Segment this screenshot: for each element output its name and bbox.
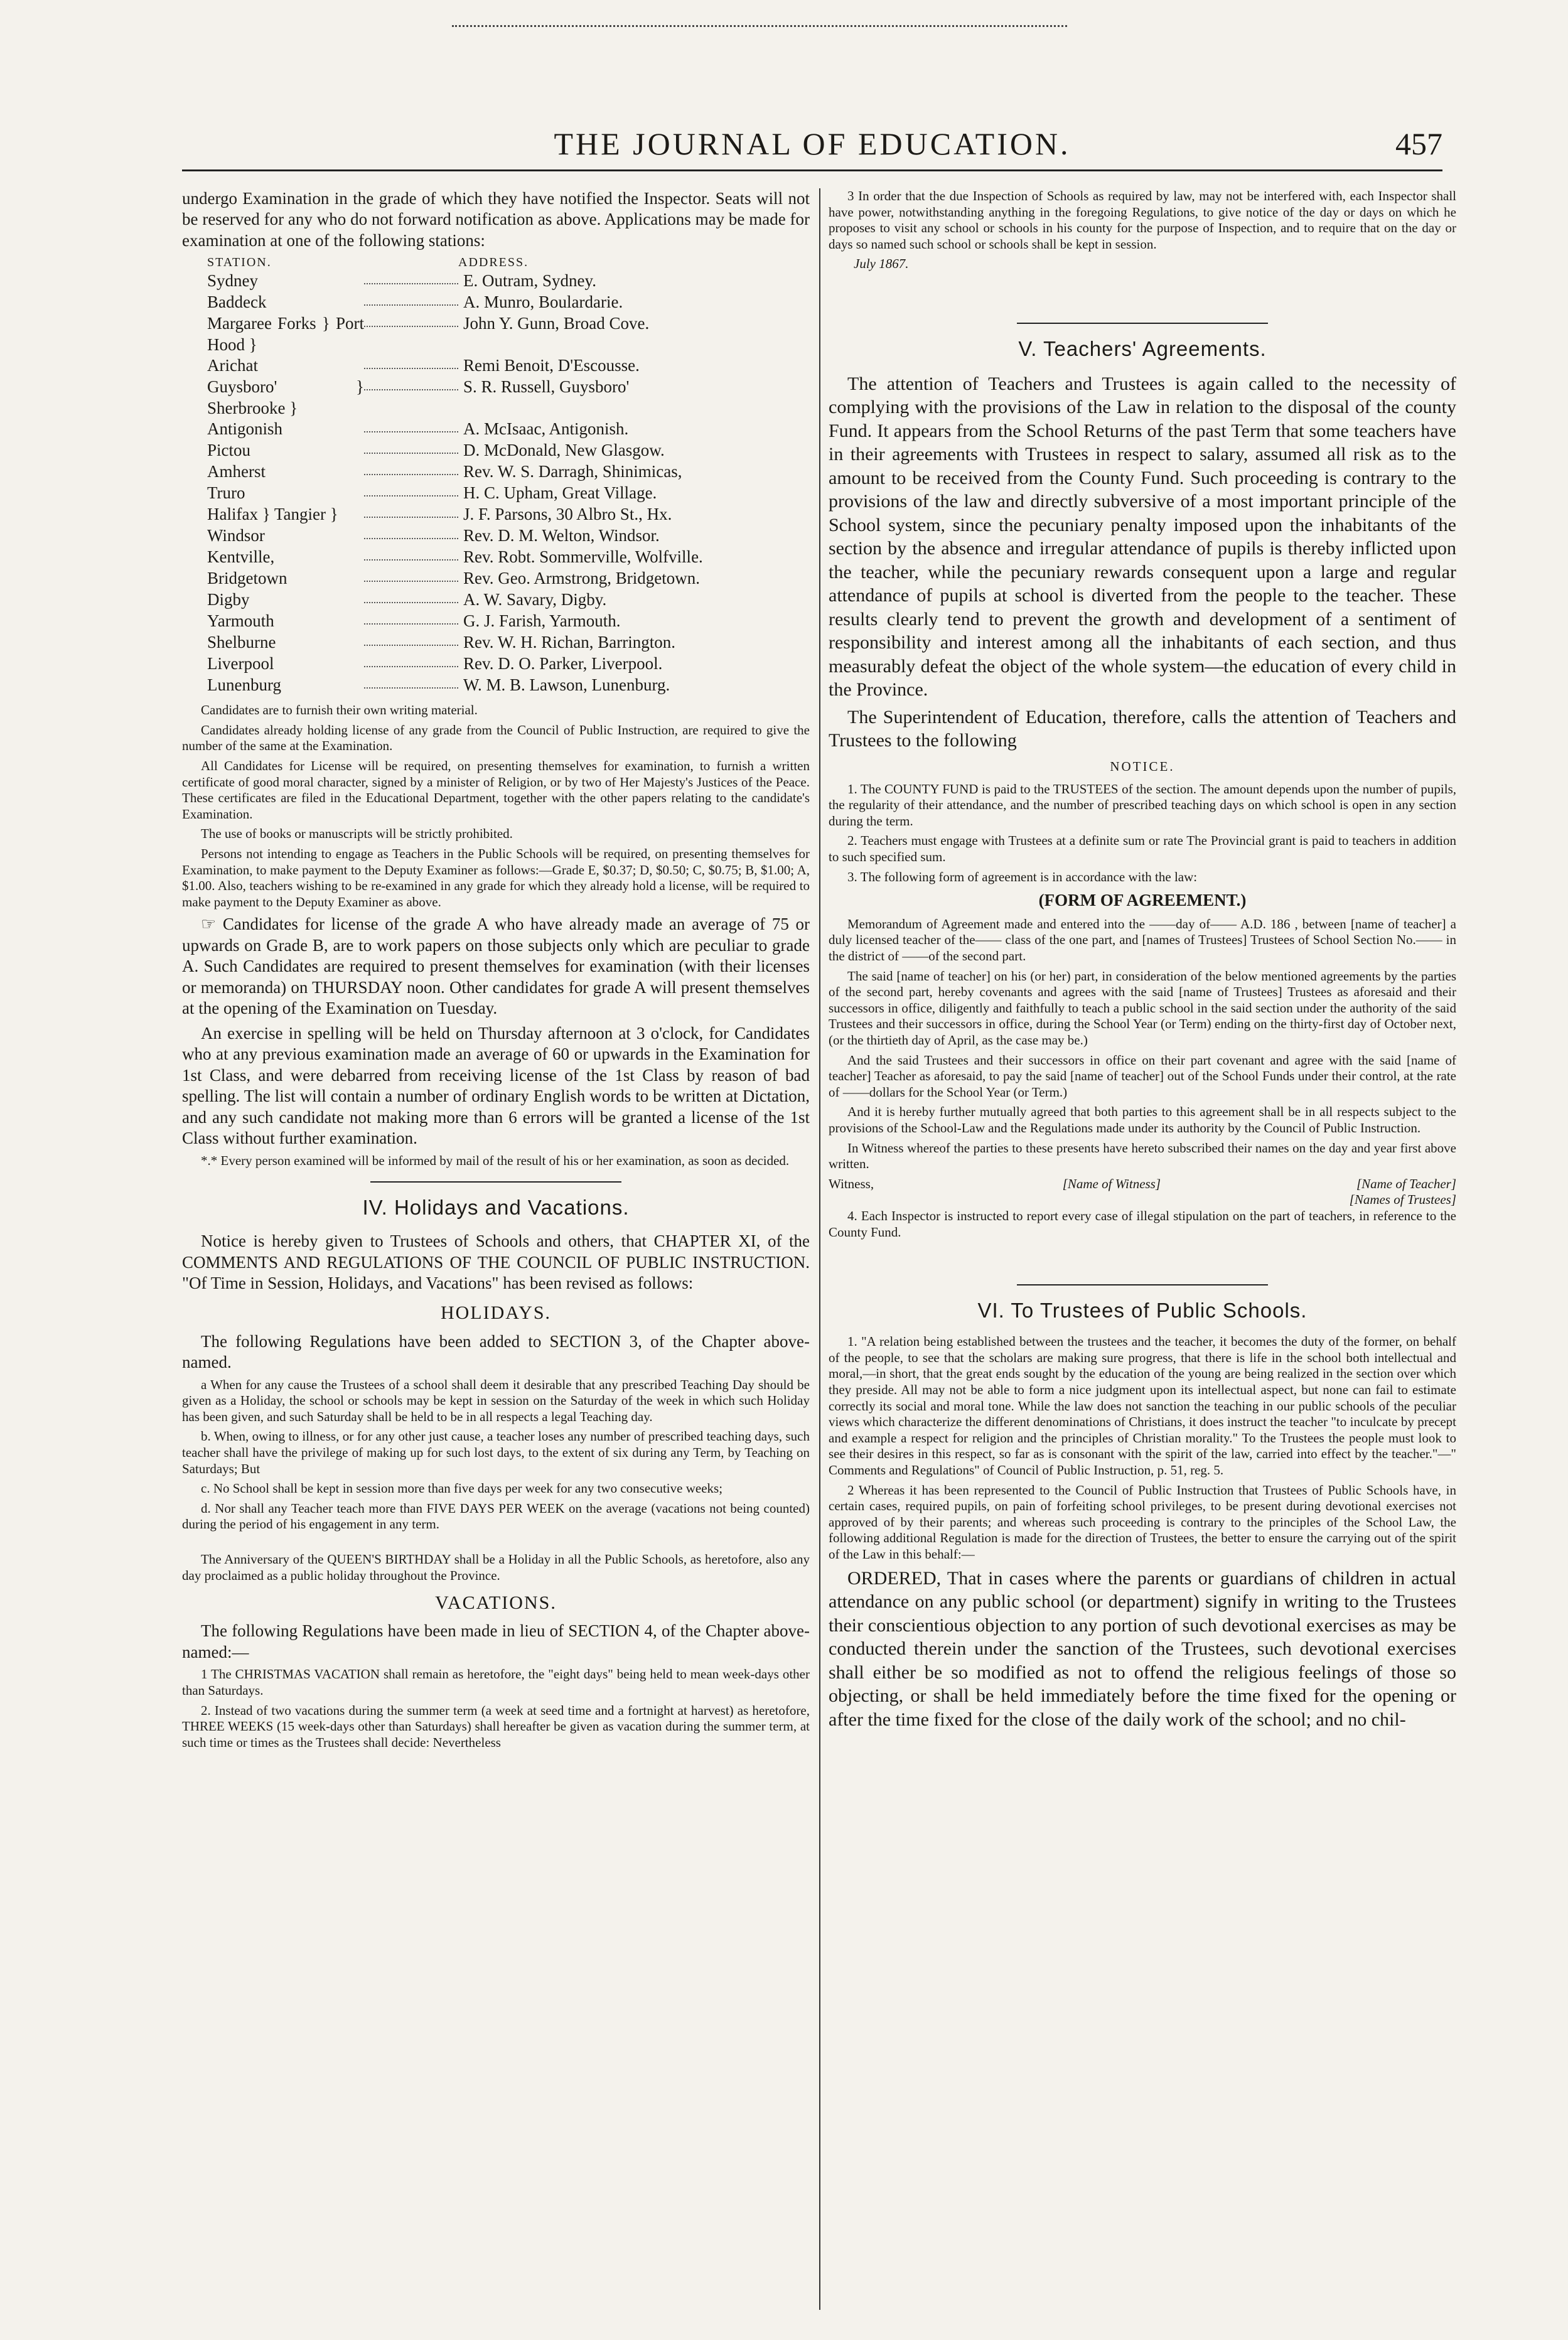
station-address: H. C. Upham, Great Village. bbox=[463, 483, 657, 503]
leader-dots bbox=[364, 568, 458, 582]
station-row bbox=[207, 653, 747, 675]
section-rule bbox=[370, 1181, 621, 1183]
vacations-heading: VACATIONS. bbox=[435, 1592, 557, 1614]
station-row bbox=[207, 589, 747, 611]
leader-dots bbox=[364, 525, 458, 539]
section-v-paragraph-1: The attention of Teachers and Trustees is again called to the necessity of complying with the provisions of the Law in relation to the disposal of the county Fund. It appears from the School Returns of the past Term that some teachers have in their agreements with Trustees in respect to salary, assumed all risk as to the amount to be received from the County Fund. Such proceeding is contrary to the provisions of the law and directly subversive of a most important principle of the School system, since the pecuniary penalty imposed upon the inhabitants of the section by the absence and irregular attendance of pupils is thereby inflicted upon the teacher, while the pecuniary rewards consequent upon a large and regular attendance of pupils at school is diverted from the people to the teacher. These results clearly tend to prevent the growth and development of a sentiment of responsibility and interest among all the inhabitants of each section, and thus measurably defeat the object of the whole system—the education of every child in the Province. bbox=[829, 373, 1456, 700]
station-name: Baddeck bbox=[207, 292, 267, 312]
note-5: Persons not intending to engage as Teachers in the Public Schools will be required, on presenting themselves for Examination, to make payment to the Deputy Examiner as follows:—Grade E, $0.37; D, $0.50; C, $0.75; B, $1.00; A, $1.00. Also, teachers wishing to be re-examined in any grade for which they already hold a license, will be required to make payment to the Deputy Examiner as above. bbox=[182, 845, 810, 910]
form-heading: (FORM OF AGREEMENT.) bbox=[1038, 891, 1247, 910]
name-of-teacher: [Name of Teacher] bbox=[1356, 1176, 1456, 1191]
section-iv-intro: Notice is hereby given to Trustees of Schools and others, that CHAPTER XI, of the COMMENTS AND REGULATIONS OF THE COUNCIL OF PUBLIC INSTRUCTION. "Of Time in Session, Holidays, and Vacations" has been revised as follows: bbox=[182, 1232, 810, 1292]
vacations-intro: The following Regulations have been made in lieu of SECTION 4, of the Chapter above-named:— bbox=[182, 1621, 810, 1661]
station-address: D. McDonald, New Glasgow. bbox=[463, 441, 665, 460]
station-name: Antigonish bbox=[207, 419, 283, 439]
station-name: Margaree Forks } Port Hood } bbox=[207, 314, 364, 354]
station-address: Rev. D. O. Parker, Liverpool. bbox=[463, 654, 663, 674]
notice-heading: NOTICE. bbox=[1110, 758, 1175, 774]
grade-a-paragraph: ☞ Candidates for license of the grade A who have already made an average of 75 or upwards on Grade B, are to work papers on those subjects only which are peculiar to grade A. Such Candidates are required to present themselves for examination (with their licenses or memoranda) on THURSDAY noon. Other candidates for grade A will present themselves at the opening of the Examination on Tuesday. bbox=[182, 915, 810, 1018]
holiday-item-b: b. When, owing to illness, or for any other just cause, a teacher loses any number of prescribed teaching days, such teacher shall have the privilege of making up for such lost days, to the extent of six during any Term, by Teaching on Saturdays; But bbox=[182, 1429, 810, 1476]
leader-dots bbox=[364, 292, 458, 306]
leader-dots bbox=[364, 483, 458, 496]
notice-item-4: 4. Each Inspector is instructed to report every case of illegal stipulation on the part of teachers, in reference to the County Fund. bbox=[829, 1208, 1456, 1240]
leader-dots bbox=[364, 589, 458, 603]
note-2: Candidates already holding license of any grade from the Council of Public Instruction, are required to give the number of the same at the Examination. bbox=[182, 722, 810, 754]
station-row bbox=[207, 377, 747, 419]
form-paragraph-2: The said [name of teacher] on his (or her) part, in consideration of the below mentioned agreements by the parties of the second part, hereby covenants and agrees with the said [name of Trustees] Trustees as aforesaid and their successors in office, diligently and faithfully to teach a public school in the said section under the authority of the said Trustees and their successors in office, during the School Year (or Term) ending on the thirty-first day of October next, (or the thirtieth day of April, as the case may be.) bbox=[829, 968, 1456, 1048]
station-name: Pictou bbox=[207, 441, 251, 460]
exam-intro: undergo Examination in the grade of which they have notified the Inspector. Seats will not be reserved for any who do not forward notification as above. Applications may be made for examination at one of the following stations: bbox=[182, 189, 810, 250]
witness-label: Witness, bbox=[829, 1176, 874, 1191]
station-address: Remi Benoit, D'Escousse. bbox=[463, 356, 640, 375]
leader-dots bbox=[364, 271, 458, 284]
station-address: A. McIsaac, Antigonish. bbox=[463, 419, 629, 439]
inspection-item-3: 3 In order that the due Inspection of Schools as required by law, may not be interfered with, each Inspector shall have power, notwithstanding anything in the foregoing Regulations, to give notice of the day or days on which he proposes to visit any school or schools in his county for the purpose of Inspection, and to require that on the day or days so named such school or schools shall be kept in session. bbox=[829, 188, 1456, 252]
holidays-heading: HOLIDAYS. bbox=[440, 1302, 552, 1324]
station-name: Windsor bbox=[207, 526, 265, 545]
station-address: A. W. Savary, Digby. bbox=[463, 590, 607, 609]
notice-item-2: 2. Teachers must engage with Trustees at a definite sum or rate The Provincial grant is paid to teachers in addition to such specified sum. bbox=[829, 833, 1456, 864]
station-address: E. Outram, Sydney. bbox=[463, 271, 596, 291]
station-address: A. Munro, Boulardarie. bbox=[463, 292, 623, 312]
station-address: Rev. W. H. Richan, Barrington. bbox=[463, 633, 675, 652]
notice-items bbox=[829, 781, 1456, 886]
station-row bbox=[207, 611, 747, 632]
station-row bbox=[207, 632, 747, 653]
section-vi-paragraph-2: 2 Whereas it has been represented to the Council of Public Instruction that Trustees of Public Schools have, in certain cases, required pupils, on pain of forfeiting school privileges, to be present during devotional exercises not approved of by their parents; and whereas such proceeding is contrary to the principles of the School Law, the following additional Regulation is made for the direction of Trustees, the better to ensure the carrying out of the spirit of the Law in this behalf:— bbox=[829, 1482, 1456, 1562]
station-row bbox=[207, 675, 747, 696]
station-col-header: STATION. bbox=[207, 255, 272, 270]
section-rule bbox=[1017, 1284, 1268, 1285]
station-address: G. J. Farish, Yarmouth. bbox=[463, 611, 621, 631]
station-row bbox=[207, 525, 747, 547]
ordered-paragraph: ORDERED, That in cases where the parents or guardians of children in actual attendance on any public school (or department) signify in writing to the Trustees their conscientious objection to any portion of such devotional exercises as may be conducted therein under the sanction of the Trustees, such devotional exercises shall either be so modified as not to offend the religious feelings of those so objecting, or shall be held immediately before the time fixed for the opening or after the time fixed for the close of the daily work of the school; and no chil- bbox=[829, 1567, 1456, 1730]
page-header bbox=[182, 126, 1442, 171]
holiday-item-d: d. Nor shall any Teacher teach more than FIVE DAYS PER WEEK on the average (vacations not being counted) during the period of his engagement in any term. bbox=[182, 1500, 810, 1532]
section-vi-paragraph-1: 1. "A relation being established between the trustees and the teacher, it becomes the duty of the former, on behalf of the people, to see that the scholars are making sure progress, that there is life in the school both intellectual and moral,—in short, that the great ends sought by the education of the young are being realized in the section over which they preside. All may not be able to form a nice judgment upon its intellectual aspect, but none can fail to estimate correctly its social and moral tone. While the law does not sanction the teaching in our public schools of the peculiar views which characterize the different denominations of Christians, it does instruct the teacher "to inculcate by precept and example a respect for religion and the principles of Christian morality." To the Trustees the people must look to see their desires in this respect, so far as is consonant with the spirit of the law, carried into effect by the teacher."—" Comments and Regulations" of Council of Public Instruction, p. 51, reg. 5. bbox=[829, 1334, 1456, 1478]
station-address: Rev. Geo. Armstrong, Bridgetown. bbox=[463, 569, 700, 588]
station-row bbox=[207, 313, 747, 355]
leader-dots bbox=[364, 377, 458, 390]
name-of-witness: [Name of Witness] bbox=[1062, 1176, 1161, 1191]
station-address: Rev. D. M. Welton, Windsor. bbox=[463, 526, 660, 545]
leader-dots bbox=[364, 461, 458, 475]
leader-dots bbox=[364, 632, 458, 646]
station-name: Kentville, bbox=[207, 547, 275, 567]
left-column bbox=[182, 188, 810, 1754]
stations-table bbox=[207, 255, 747, 696]
queen-birthday-note: The Anniversary of the QUEEN'S BIRTHDAY shall be a Holiday in all the Public Schools, as heretofore, also any day proclaimed as a public holiday throughout the Province. bbox=[182, 1552, 810, 1583]
station-row bbox=[207, 547, 747, 568]
station-row bbox=[207, 483, 747, 504]
right-column bbox=[829, 188, 1456, 1735]
station-address: J. F. Parsons, 30 Albro St., Hx. bbox=[463, 505, 672, 524]
station-name: Guysboro' } Sherbrooke } bbox=[207, 377, 364, 417]
station-row bbox=[207, 271, 747, 292]
leader-dots bbox=[364, 440, 458, 454]
stations-header bbox=[207, 255, 747, 271]
station-address: Rev. W. S. Darragh, Shinimicas, bbox=[463, 462, 682, 481]
page-number: 457 bbox=[1395, 126, 1442, 161]
leader-dots bbox=[364, 355, 458, 369]
station-address: S. R. Russell, Guysboro' bbox=[463, 377, 630, 397]
dateline: July 1867. bbox=[854, 256, 909, 272]
holidays-intro: The following Regulations have been added to SECTION 3, of the Chapter above-named. bbox=[182, 1331, 810, 1372]
section-iv-title: IV. Holidays and Vacations. bbox=[362, 1196, 630, 1220]
candidate-notes bbox=[182, 702, 810, 910]
note-3: All Candidates for License will be required, on presenting themselves for examination, to furnish a written certificate of good moral character, signed by a minister of Religion, or by two of Her Majesty's Justices of the Peace. These certificates are filed in the Educational Department, together with the other papers relating to the candidate's Examination. bbox=[182, 758, 810, 822]
station-row bbox=[207, 440, 747, 461]
journal-title: THE JOURNAL OF EDUCATION. bbox=[554, 126, 1071, 161]
holidays-items bbox=[182, 1377, 810, 1584]
station-row bbox=[207, 292, 747, 313]
section-rule bbox=[1017, 323, 1268, 324]
station-name: Liverpool bbox=[207, 654, 274, 674]
section-vi-title: VI. To Trustees of Public Schools. bbox=[977, 1299, 1308, 1323]
form-paragraph-4: And it is hereby further mutually agreed that both parties to this agreement shall be in all respects subject to the provisions of the School-Law and the Regulations made under its authority by the Council of Public Instruction. bbox=[829, 1104, 1456, 1135]
holiday-item-a: a When for any cause the Trustees of a school shall deem it desirable that any prescribed Teaching Day should be given as a Holiday, the school or schools may be kept in session on the Saturday of the week in which such Holiday has been given, and such Saturday shall be held to be in all respects a legal Teaching day. bbox=[182, 1377, 810, 1424]
notice-item-1: 1. The COUNTY FUND is paid to the TRUSTEES of the section. The amount depends upon the number of pupils, the regularity of their attendance, and the number of prescribed teaching days on which school is open in any section during the term. bbox=[829, 781, 1456, 829]
leader-dots bbox=[364, 653, 458, 667]
section-v-paragraph-2: The Superintendent of Education, therefore, calls the attention of Teachers and Trustees to the following bbox=[829, 706, 1456, 751]
vacations-items bbox=[182, 1666, 810, 1751]
names-of-trustees: [Names of Trustees] bbox=[1349, 1192, 1456, 1208]
teacher-trustee-names bbox=[1350, 1176, 1456, 1208]
station-name: Arichat bbox=[207, 356, 258, 375]
station-row bbox=[207, 568, 747, 589]
station-address: Rev. Robt. Sommerville, Wolfville. bbox=[463, 547, 703, 567]
address-col-header: ADDRESS. bbox=[458, 255, 529, 270]
section-vi-body bbox=[829, 1334, 1456, 1563]
leader-dots bbox=[364, 504, 458, 518]
result-note: *.* Every person examined will be informed by mail of the result of his or her examination, as soon as decided. bbox=[201, 1152, 790, 1168]
leader-dots bbox=[364, 675, 458, 689]
vacation-item-1: 1 The CHRISTMAS VACATION shall remain as heretofore, the "eight days" being held to mean week-days other than Saturdays. bbox=[182, 1666, 810, 1699]
note-4: The use of books or manuscripts will be strictly prohibited. bbox=[201, 826, 513, 842]
holiday-item-c: c. No School shall be kept in session more than five days per week for any two consecutive weeks; bbox=[201, 1481, 723, 1496]
form-paragraph-3: And the said Trustees and their successors in office on their part covenant and agree with the said [name of teacher] Teacher as aforesaid, to pay the said [name of teacher] out of the School Funds under their control, at the rate of ——dollars for the School Year (or Term.) bbox=[829, 1052, 1456, 1100]
station-name: Digby bbox=[207, 590, 250, 609]
station-name: Sydney bbox=[207, 271, 258, 291]
station-name: Truro bbox=[207, 483, 245, 503]
spelling-paragraph: An exercise in spelling will be held on Thursday afternoon at 3 o'clock, for Candidates who at any previous examination made an average of 60 or upwards in the Examination for 1st Class, and were debarred from receiving license of the 1st Class by reason of bad spelling. The list will contain a number of ordinary English words to be written at Dictation, and any such candidate not making more than 6 errors will be granted a license of the 1st Class without further examination. bbox=[182, 1023, 810, 1148]
station-address: John Y. Gunn, Broad Cove. bbox=[463, 314, 650, 333]
leader-dots bbox=[364, 547, 458, 561]
station-row bbox=[207, 355, 747, 377]
station-name: Lunenburg bbox=[207, 675, 281, 695]
station-row bbox=[207, 419, 747, 440]
station-address: W. M. B. Lawson, Lunenburg. bbox=[463, 675, 670, 695]
vacation-item-2: 2. Instead of two vacations during the summer term (a week at seed time and a fortnight at harvest) as heretofore, THREE WEEKS (15 week-days other than Saturdays) shall hereafter be given as vacation during the summer term, at such time or times as the Trustees shall decide: Nevertheless bbox=[182, 1702, 810, 1750]
station-name: Amherst bbox=[207, 462, 266, 481]
station-name: Bridgetown bbox=[207, 569, 287, 588]
form-paragraph-1: Memorandum of Agreement made and entered into the ——day of—— A.D. 186 , between [name of teacher] a duly licensed teacher of the—— class of the one part, and [names of Trustees] Trustees of School Section No.—— in the district of ——of the second part. bbox=[829, 916, 1456, 963]
form-of-agreement bbox=[829, 916, 1456, 1241]
note-1: Candidates are to furnish their own writing material. bbox=[201, 702, 478, 718]
form-paragraph-5: In Witness whereof the parties to these presents have hereto subscribed their names on the day and year first above written. bbox=[829, 1140, 1456, 1172]
station-name: Yarmouth bbox=[207, 611, 274, 631]
station-name: Shelburne bbox=[207, 633, 276, 652]
top-print-mark bbox=[452, 25, 1067, 30]
column-divider bbox=[819, 188, 820, 2310]
station-row bbox=[207, 461, 747, 483]
stations-rows bbox=[207, 271, 747, 696]
notice-item-3: 3. The following form of agreement is in accordance with the law: bbox=[847, 869, 1198, 884]
station-name: Halifax } Tangier } bbox=[207, 505, 338, 524]
section-v-title: V. Teachers' Agreements. bbox=[1018, 337, 1267, 361]
leader-dots bbox=[364, 611, 458, 625]
station-row bbox=[207, 504, 747, 525]
witness-block bbox=[829, 1176, 1456, 1208]
leader-dots bbox=[364, 313, 458, 327]
leader-dots bbox=[364, 419, 458, 432]
